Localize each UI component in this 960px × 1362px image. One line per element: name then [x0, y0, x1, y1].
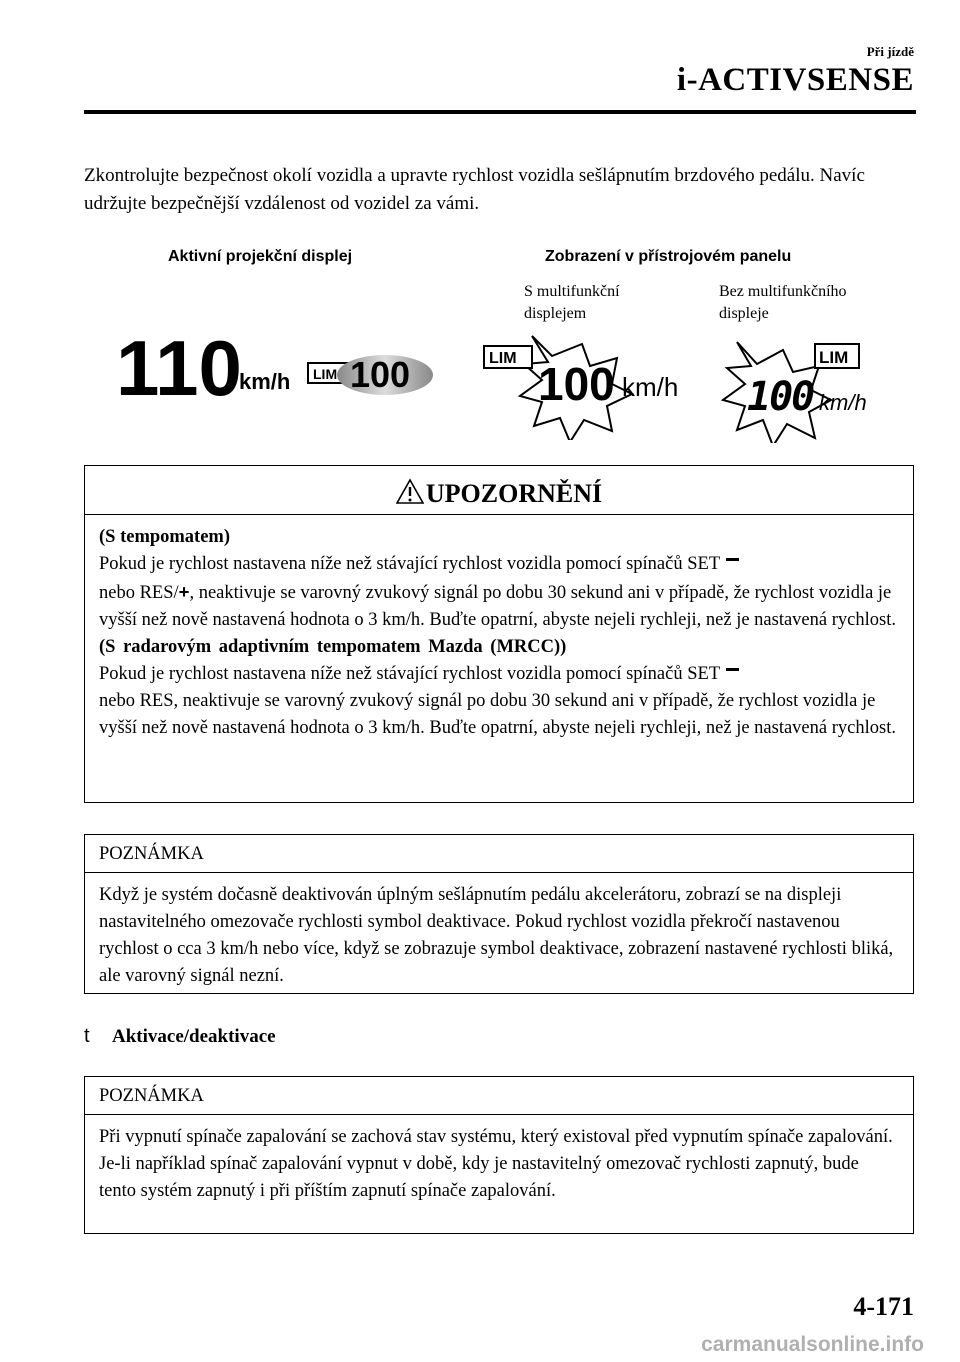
caption-with-multi [524, 281, 620, 325]
warning-sec2-part1: Pokud je rychlost nastavena níže než stávající rychlost vozidla pomocí spínačů SET [99, 664, 720, 684]
warning-sec1-text [99, 551, 899, 634]
plus-icon: + [178, 581, 190, 602]
note-text-1: Když je systém dočasně deaktivován úplným sešlápnutím pedálu akcelerátoru, zobrazí se na displeji nastavitelného omezovače rychlosti symbol deaktivace. Pokud rychlost vozidla překročí nastavenou rychlost o cca 3 km/h nebo více, když se zobrazuje symbol deaktivace, zobrazení nastavené rychlosti bliká, ale varovný signál nezní. [99, 885, 894, 986]
caption-without-multi-line2: displeje [719, 305, 769, 322]
cluster-basic-illustration [715, 338, 900, 443]
warning-body [85, 515, 913, 752]
note-box-2 [84, 1076, 914, 1234]
basic-speed: 100 [747, 374, 814, 420]
warning-sec2-part2: nebo RES, neaktivuje se varovný zvukový signál po dobu 30 sekund ani v případě, že rychlost vozidla je vyšší než nově nastavená hodnota o 3 km/h. Buďte opatrní, abyste nejeli rychleji, než je nastavená rychlost. [99, 691, 896, 738]
warning-title: UPOZORNĚNÍ [425, 479, 603, 508]
note-title-1: POZNÁMKA [85, 835, 913, 873]
section-title: i-ACTIVSENSE [676, 62, 914, 98]
note-text-2a: Při vypnutí spínače zapalování se zachová stav systému, který existoval před vypnutím spínače zapalování. [99, 1127, 893, 1147]
hud-unit: km/h [239, 369, 291, 394]
note-text-2b: Je-li například spínač zapalování vypnut v době, kdy je nastavitelný omezovač rychlosti zapnutý, bude tento systém zapnutý i při příštím zapnutí spínače zapalování. [99, 1154, 859, 1201]
warning-sec2-heading: (S radarovým adaptivním tempomatem Mazda (MRCC)) [99, 637, 567, 657]
hud-display-illustration [110, 325, 450, 405]
cluster-lim: LIM [489, 350, 517, 367]
basic-unit: km/h [819, 390, 867, 415]
note-box-1 [84, 834, 914, 994]
note-body-2 [85, 1115, 913, 1215]
warning-box [84, 465, 914, 803]
minus-icon [726, 668, 739, 671]
basic-lim: LIM [819, 348, 849, 367]
warning-header [85, 466, 913, 515]
warning-sec1-part3: , neaktivuje se varovný zvukový signál po dobu 30 sekund ani v případě, že rychlost vozidla je vyšší než nově nastavená hodnota o 3 km/h. Buďte opatrní, abyste nejeli rychleji, než je nastavená rychlost. [99, 583, 896, 630]
hud-set-speed: 100 [350, 354, 411, 395]
warning-sec1-heading: (S tempomatem) [99, 527, 230, 547]
caption-cluster: Zobrazení v přístrojovém panelu [545, 248, 792, 265]
warning-sec1-part2: nebo RES/ [99, 583, 179, 603]
warning-triangle-icon [396, 478, 424, 504]
hud-speed: 110 [116, 325, 242, 405]
intro-paragraph: Zkontrolujte bezpečnost okolí vozidla a upravte rychlost vozidla sešlápnutím brzdového pedálu. Navíc udržujte bezpečnější vzdálenost od vozidel za vámi. [84, 165, 865, 214]
warning-sec1-part1: Pokud je rychlost nastavena níže než stávající rychlost vozidla pomocí spínačů SET [99, 554, 720, 574]
cluster-speed: 100 [538, 358, 615, 410]
subsection-heading [84, 1025, 276, 1048]
bullet-marker: t [84, 1025, 90, 1047]
caption-with-multi-line1: S multifunkční [524, 283, 620, 300]
caption-hud: Aktivní projekční displej [168, 248, 353, 265]
watermark-text: carmanualsonline.info [701, 1333, 924, 1356]
caption-with-multi-line2: displejem [524, 305, 587, 322]
header-rule [84, 110, 916, 114]
watermark [0, 1333, 960, 1362]
section-label: Při jízdě [866, 44, 914, 59]
caption-without-multi [719, 281, 847, 325]
cluster-multi-illustration [480, 330, 700, 440]
minus-icon [726, 558, 739, 561]
page-number: 4-171 [853, 1292, 914, 1321]
subsection-title: Aktivace/deaktivace [112, 1026, 276, 1047]
warning-sec2-text [99, 661, 899, 742]
cluster-unit: km/h [622, 372, 679, 402]
note-title-2: POZNÁMKA [85, 1077, 913, 1115]
caption-without-multi-line1: Bez multifunkčního [719, 283, 847, 300]
hud-lim: LIM [313, 366, 338, 382]
